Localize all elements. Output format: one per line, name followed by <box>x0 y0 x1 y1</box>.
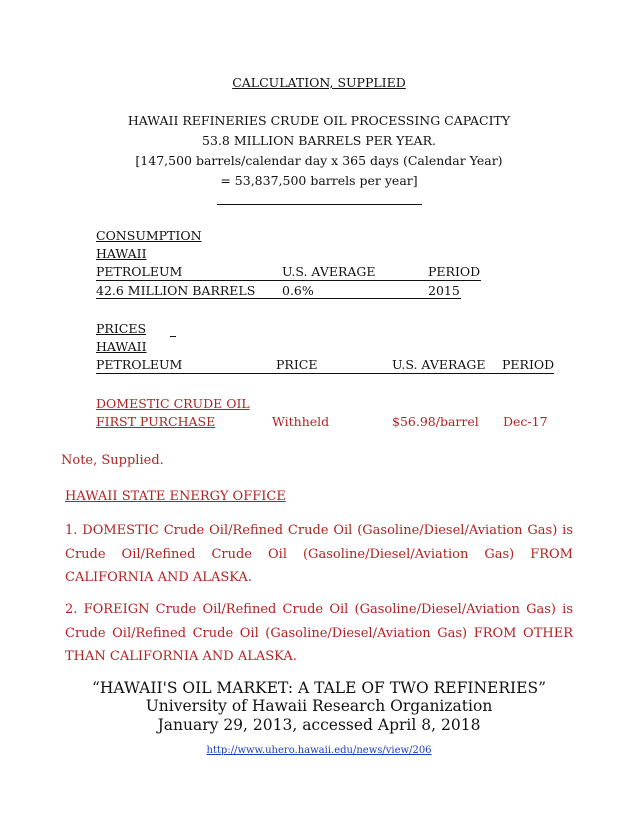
capacity-line-2: 53.8 MILLION BARRELS PER YEAR. <box>202 133 436 148</box>
prices-heading: PRICES <box>96 321 147 336</box>
consumption-col-petroleum: PETROLEUM <box>96 264 183 279</box>
consumption-col-period: PERIOD <box>428 264 481 279</box>
reference-org: University of Hawaii Research Organization <box>145 697 493 715</box>
prices-header-rule <box>96 373 554 374</box>
capacity-line-4: = 53,837,500 barrels per year] <box>220 173 418 188</box>
prices-row-price: Withheld <box>272 414 330 429</box>
consumption-col-us-average: U.S. AVERAGE <box>282 264 376 279</box>
capacity-line-1: HAWAII REFINERIES CRUDE OIL PROCESSING CAPACITY <box>127 113 511 128</box>
note-item-1: 1. DOMESTIC Crude Oil/Refined Crude Oil (Gasoline/Diesel/Aviation Gas) is Crude Oil/Refined Crude Oil (Gasoline/Diesel/Aviation Gas) FROM CALIFORNIA AND ALASKA. <box>65 523 573 585</box>
consumption-heading: CONSUMPTION <box>96 228 202 243</box>
calc-title: CALCULATION, SUPPLIED <box>232 75 406 90</box>
office-name: HAWAII STATE ENERGY OFFICE <box>65 489 286 504</box>
note-title: Note, Supplied. <box>61 453 164 468</box>
prices-col-period: PERIOD <box>502 357 555 372</box>
consumption-header-rule <box>96 280 481 281</box>
prices-row-label-1: DOMESTIC CRUDE OIL <box>96 396 250 411</box>
consumption-hawaii: HAWAII <box>96 246 147 261</box>
prices-row-label-2: FIRST PURCHASE <box>96 414 216 429</box>
prices-row-us-average: $56.98/barrel <box>392 414 479 429</box>
prices-col-price: PRICE <box>276 357 318 372</box>
reference-url-row <box>0 738 638 757</box>
consumption-period: 2015 <box>428 283 460 298</box>
consumption-us-average: 0.6% <box>282 283 314 298</box>
note-item-2: 2. FOREIGN Crude Oil/Refined Crude Oil (Gasoline/Diesel/Aviation Gas) is Crude Oil/Refined Crude Oil (Gasoline/Diesel/Aviation Gas) FROM OTHER THAN CALIFORNIA AND ALASKA. <box>65 602 573 664</box>
reference-dates: January 29, 2013, accessed April 8, 2018 <box>157 716 481 734</box>
consumption-value-rule <box>96 298 461 299</box>
capacity-line-3: [147,500 barrels/calendar day x 365 days (Calendar Year) <box>135 153 503 168</box>
prices-heading-rule <box>170 336 176 337</box>
prices-col-us-average: U.S. AVERAGE <box>392 357 486 372</box>
reference-url-link[interactable]: http://www.uhero.hawaii.edu/news/view/206 <box>206 745 432 756</box>
consumption-value: 42.6 MILLION BARRELS <box>96 283 256 298</box>
divider-line <box>217 204 422 205</box>
prices-hawaii: HAWAII <box>96 339 147 354</box>
prices-row-period: Dec-17 <box>503 414 548 429</box>
prices-col-petroleum: PETROLEUM <box>96 357 183 372</box>
reference-title: “HAWAII'S OIL MARKET: A TALE OF TWO REFINERIES” <box>91 679 547 697</box>
